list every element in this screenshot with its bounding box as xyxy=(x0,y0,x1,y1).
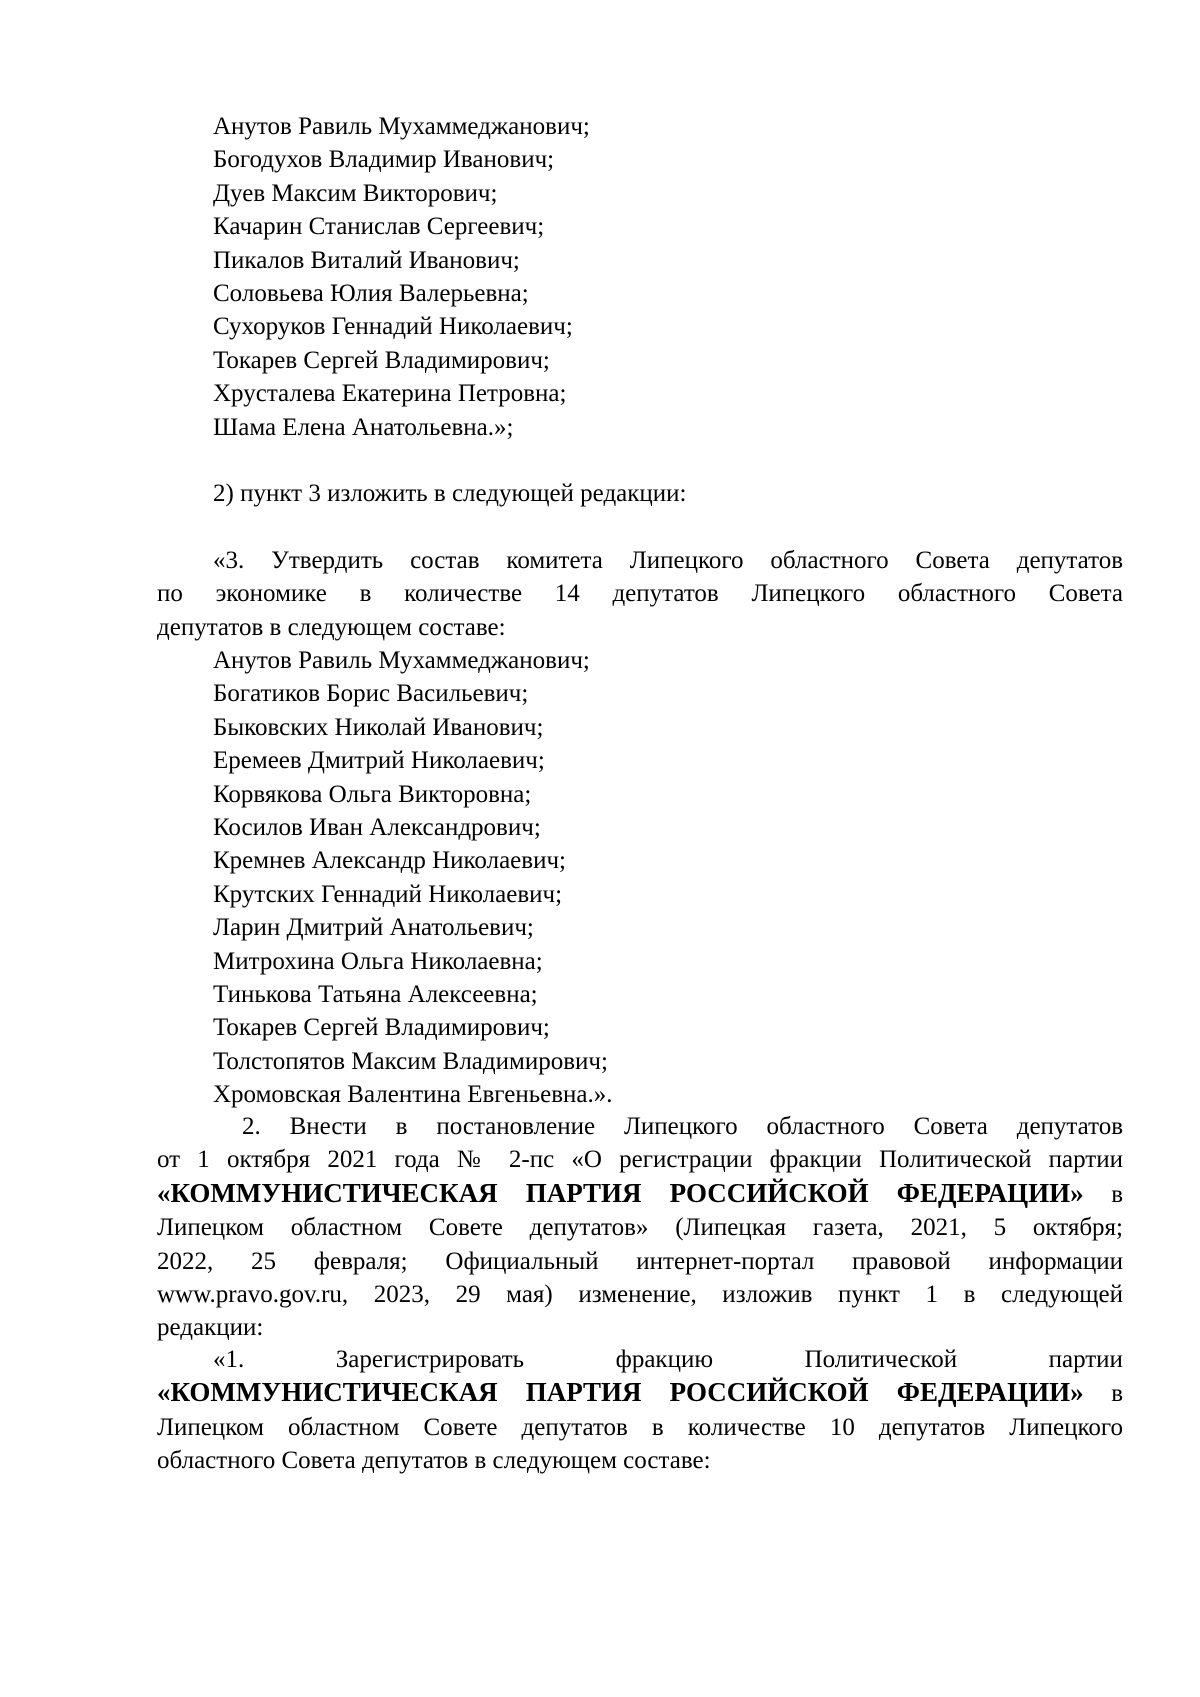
paragraph-line: от 1 октября 2021 года № 2-пс «О регистрации фракции Политической партии xyxy=(157,1146,1123,1174)
paragraph-line xyxy=(157,1343,1123,1376)
paragraph-line: редакции: xyxy=(157,1314,264,1342)
list-item: Ларин Дмитрий Анатольевич; xyxy=(213,914,534,942)
paragraph-line xyxy=(157,1376,1123,1410)
list-item: Кремнев Александр Николаевич; xyxy=(213,847,566,875)
list-item: Богодухов Владимир Иванович; xyxy=(213,146,555,174)
paragraph-line: по экономике в количестве 14 депутатов Липецкого областного Совета xyxy=(157,580,1123,608)
paragraph-line: Липецком областном Совете депутатов в количестве 10 депутатов Липецкого xyxy=(157,1413,1123,1441)
party-name-bold: «КОММУНИСТИЧЕСКАЯ ПАРТИЯ РОССИЙСКОЙ ФЕДЕРАЦИИ» xyxy=(157,1177,1084,1208)
amendment-item-two xyxy=(157,477,1123,510)
list-item: Сухоруков Геннадий Николаевич; xyxy=(213,313,573,341)
list-item: Митрохина Ольга Николаевна; xyxy=(213,947,543,975)
deputy-list-two xyxy=(157,644,1123,1112)
paragraph-word: фракцию xyxy=(615,1346,714,1373)
list-item: Хромовская Валентина Евгеньевна.». xyxy=(213,1081,613,1109)
paragraph-line: www.pravo.gov.ru, 2023, 29 мая) изменение, изложив пункт 1 в следующей xyxy=(157,1281,1123,1309)
list-item: Качарин Станислав Сергеевич; xyxy=(213,213,545,241)
list-item: Косилов Иван Александрович; xyxy=(213,814,541,842)
deputy-list-one xyxy=(157,110,1123,444)
paragraph-word: в xyxy=(1111,1180,1124,1208)
paragraph-line: областного Совета депутатов в следующем составе: xyxy=(157,1447,711,1475)
paragraph-line: 2) пункт 3 изложить в следующей редакции: xyxy=(213,480,687,507)
list-item: Крутских Геннадий Николаевич; xyxy=(213,880,563,908)
list-item: Богатиков Борис Васильевич; xyxy=(213,680,529,708)
paragraph-word: Зарегистрировать xyxy=(335,1346,525,1373)
section-two-paragraph xyxy=(157,1110,1123,1345)
paragraph-line: 2022, 25 февраля; Официальный интернет-портал правовой информации xyxy=(157,1247,1123,1275)
list-item: Шама Елена Анатольевна.»; xyxy=(213,413,514,441)
paragraph-word: Политической xyxy=(804,1346,958,1373)
list-item: Анутов Равиль Мухаммеджанович; xyxy=(213,113,590,140)
committee-paragraph xyxy=(157,544,1123,644)
paragraph-word: в xyxy=(1111,1380,1124,1408)
list-item: Тинькова Татьяна Алексеевна; xyxy=(213,981,538,1009)
list-item: Пикалов Виталий Иванович; xyxy=(213,246,520,274)
list-item: Токарев Сергей Владимирович; xyxy=(213,1014,550,1042)
paragraph-line xyxy=(157,1177,1123,1211)
list-item: Быковских Николай Иванович; xyxy=(213,713,544,741)
list-item: Дуев Максим Викторович; xyxy=(213,179,498,207)
paragraph-line: 2. Внести в постановление Липецкого областного Совета депутатов xyxy=(242,1113,1123,1140)
paragraph-line: «3. Утвердить состав комитета Липецкого областного Совета депутатов xyxy=(213,547,1123,574)
list-item: Соловьева Юлия Валерьевна; xyxy=(213,280,529,308)
party-name-bold: «КОММУНИСТИЧЕСКАЯ ПАРТИЯ РОССИЙСКОЙ ФЕДЕРАЦИИ» xyxy=(157,1377,1084,1408)
list-item: Еремеев Дмитрий Николаевич; xyxy=(213,747,545,775)
list-item: Хрусталева Екатерина Петровна; xyxy=(213,380,567,408)
paragraph-line: депутатов в следующем составе: xyxy=(157,613,506,641)
paragraph-word: «1. xyxy=(213,1346,245,1373)
list-item: Анутов Равиль Мухаммеджанович; xyxy=(213,647,590,674)
register-paragraph xyxy=(157,1343,1123,1478)
paragraph-line: Липецком областном Совете депутатов» (Липецкая газета, 2021, 5 октября; xyxy=(157,1214,1123,1242)
paragraph-word: партии xyxy=(1048,1346,1123,1373)
list-item: Корвякова Ольга Викторовна; xyxy=(213,780,532,808)
list-item: Толстопятов Максим Владимирович; xyxy=(213,1047,608,1075)
list-item: Токарев Сергей Владимирович; xyxy=(213,346,550,374)
